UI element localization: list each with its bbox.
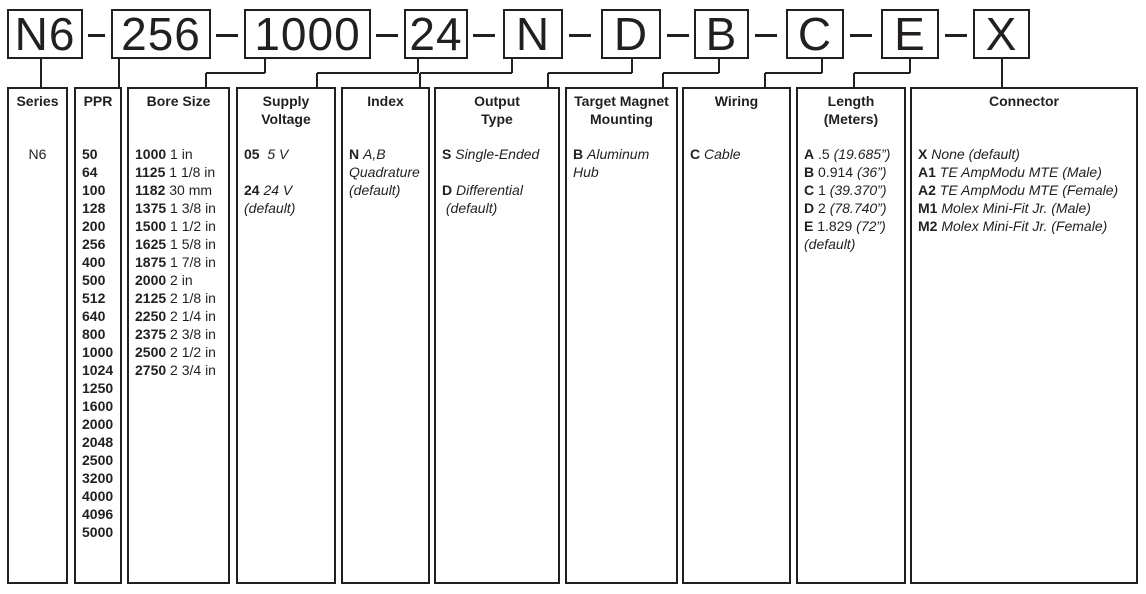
column-target-magnet-mounting (565, 87, 678, 584)
option-code: 24 (244, 182, 260, 198)
option-code: 1182 (135, 182, 166, 198)
column-header (684, 89, 789, 110)
option-code: 100 (82, 182, 106, 198)
option-code: D (804, 200, 815, 216)
connector-wiring (765, 59, 822, 87)
column-options (573, 145, 674, 181)
option-code: 2500 (82, 452, 114, 468)
code-segment-wiring: C (786, 9, 844, 59)
option-item (442, 181, 556, 199)
option-code: 128 (82, 200, 106, 216)
column-bore-size (127, 87, 230, 584)
option-item (918, 181, 1134, 199)
option-text: 1 (814, 182, 826, 198)
header-line: Supply (262, 93, 310, 109)
option-code: 1500 (135, 218, 167, 234)
option-item (82, 163, 118, 181)
option-code: 5000 (82, 524, 114, 540)
option-item (244, 145, 332, 163)
option-text: 24 V (263, 182, 293, 198)
header-line: Target Magnet (574, 93, 669, 109)
column-wiring (682, 87, 791, 584)
option-code: B (804, 164, 815, 180)
option-note: (default) (804, 236, 856, 252)
option-note: (19.685”) (829, 146, 891, 162)
option-code: M2 (918, 218, 938, 234)
header-line: Output (474, 93, 520, 109)
option-code: 2750 (135, 362, 167, 378)
code-segment-connector: X (973, 9, 1030, 59)
option-item (135, 181, 226, 199)
option-item (804, 163, 902, 181)
option-text: 1 in (166, 146, 193, 162)
column-connector (910, 87, 1138, 584)
option-code: 2375 (135, 326, 167, 342)
column-options (82, 145, 118, 541)
option-item (82, 487, 118, 505)
option-note: (39.370”) (825, 182, 887, 198)
code-segment-supply-voltage: 24 (404, 9, 468, 59)
option-code: M1 (918, 200, 938, 216)
option-code: 1024 (82, 362, 114, 378)
option-item (918, 145, 1134, 163)
column-options (918, 145, 1134, 235)
column-header (76, 89, 120, 110)
option-code: 2048 (82, 434, 114, 450)
option-code: 1625 (135, 236, 167, 252)
option-text: 1 7/8 in (166, 254, 216, 270)
option-note: (default) (445, 200, 498, 216)
option-note: (78.740”) (825, 200, 887, 216)
option-code: 1250 (82, 380, 114, 396)
option-code: C (690, 146, 701, 162)
option-code: D (442, 182, 453, 198)
option-code: 50 (82, 146, 98, 162)
option-note: (36”) (853, 164, 887, 180)
option-code: E (804, 218, 814, 234)
column-options (9, 145, 66, 163)
code-segment-length: E (881, 9, 939, 59)
option-text: 1 5/8 in (166, 236, 216, 252)
option-note: Quadrature (349, 164, 420, 180)
option-code: 3200 (82, 470, 114, 486)
option-item (82, 379, 118, 397)
option-code: B (573, 146, 584, 162)
option-code: 1000 (135, 146, 167, 162)
option-item (135, 307, 226, 325)
option-item (244, 181, 332, 199)
option-item (918, 217, 1134, 235)
connector-output-type (548, 59, 632, 87)
option-item (82, 271, 118, 289)
option-text: 1.829 (813, 218, 853, 234)
option-item (82, 361, 118, 379)
option-text: 30 mm (165, 182, 213, 198)
option-code: 512 (82, 290, 106, 306)
option-item (82, 145, 118, 163)
option-code: 256 (82, 236, 106, 252)
column-options (349, 145, 426, 199)
option-item (82, 289, 118, 307)
option-item (804, 145, 902, 163)
option-text: 2 in (166, 272, 193, 288)
option-code: 1000 (82, 344, 114, 360)
option-item (82, 433, 118, 451)
option-item (244, 199, 332, 217)
option-item (82, 235, 118, 253)
connector-target-magnet (663, 59, 719, 87)
option-note: TE AmpModu MTE (Female) (935, 182, 1119, 198)
option-code: 64 (82, 164, 98, 180)
header-line: Wiring (714, 93, 759, 109)
option-item (82, 451, 118, 469)
column-series (7, 87, 68, 584)
option-item (135, 343, 226, 361)
option-text: Aluminum (587, 146, 650, 162)
column-header (912, 89, 1136, 110)
option-item (135, 271, 226, 289)
option-note: Hub (573, 164, 599, 180)
column-header (798, 89, 904, 128)
column-header (343, 89, 428, 110)
code-segment-index: N (503, 9, 563, 59)
option-code: X (918, 146, 928, 162)
header-line: Index (367, 93, 404, 109)
option-item (804, 235, 902, 253)
option-code: 2000 (82, 416, 114, 432)
option-code: 2500 (135, 344, 167, 360)
option-item (135, 253, 226, 271)
connector-bore-size (206, 59, 265, 87)
option-code: N (349, 146, 360, 162)
option-text: 2 (814, 200, 826, 216)
option-code: 1125 (135, 164, 166, 180)
option-item (349, 181, 426, 199)
header-line: (Meters) (823, 111, 879, 127)
option-code: 2125 (135, 290, 167, 306)
header-line: PPR (83, 93, 113, 109)
option-item (82, 217, 118, 235)
option-item (82, 505, 118, 523)
option-text: A,B (363, 146, 386, 162)
option-code: 2000 (135, 272, 167, 288)
code-segment-target-magnet: B (694, 9, 749, 59)
column-options (244, 145, 332, 217)
option-item (442, 145, 556, 163)
option-item (442, 199, 556, 217)
option-text: 1 1/8 in (165, 164, 216, 180)
option-item (135, 361, 226, 379)
option-text: 2 3/4 in (166, 362, 216, 378)
option-item (135, 145, 226, 163)
header-line: Connector (989, 93, 1059, 109)
option-text: .5 (814, 146, 830, 162)
option-note: None (default) (927, 146, 1020, 162)
option-code: 4096 (82, 506, 114, 522)
option-code: A1 (918, 164, 936, 180)
option-text: 2 3/8 in (166, 326, 216, 342)
option-item (135, 289, 226, 307)
option-code: C (804, 182, 815, 198)
option-item (82, 199, 118, 217)
option-item (804, 217, 902, 235)
option-note: Molex Mini-Fit Jr. (Female) (937, 218, 1108, 234)
column-header (9, 89, 66, 110)
header-line: Series (16, 93, 59, 109)
option-text: 0.914 (814, 164, 854, 180)
option-item (804, 199, 902, 217)
column-header (238, 89, 334, 128)
option-text: 2 1/4 in (166, 308, 216, 324)
option-item (82, 181, 118, 199)
option-item (82, 307, 118, 325)
option-text: 5 V (267, 146, 289, 162)
option-code: 1375 (135, 200, 167, 216)
column-index (341, 87, 430, 584)
option-text: Single-Ended (455, 146, 540, 162)
option-item (349, 145, 426, 163)
column-header (567, 89, 676, 128)
option-note: (default) (349, 182, 401, 198)
option-code: A (804, 146, 815, 162)
option-text: N6 (28, 146, 47, 162)
option-item (82, 523, 118, 541)
code-segment-bore-size: 1000 (244, 9, 371, 59)
option-item (573, 163, 674, 181)
column-header (129, 89, 228, 110)
option-item (82, 415, 118, 433)
option-item (135, 325, 226, 343)
option-code: A2 (918, 182, 936, 198)
option-item (349, 163, 426, 181)
header-line: Voltage (261, 111, 311, 127)
header-line: Mounting (590, 111, 653, 127)
option-code: 200 (82, 218, 106, 234)
option-text: 1 1/2 in (166, 218, 216, 234)
column-options (690, 145, 787, 163)
code-segment-ppr: 256 (111, 9, 211, 59)
option-item (82, 397, 118, 415)
column-options (804, 145, 902, 253)
option-item (135, 217, 226, 235)
column-length (796, 87, 906, 584)
option-text: 2 1/8 in (166, 290, 216, 306)
option-code: S (442, 146, 452, 162)
connector-supply-voltage (317, 59, 418, 87)
option-item (82, 343, 118, 361)
header-line: Type (481, 111, 513, 127)
column-output-type (434, 87, 560, 584)
option-code: 640 (82, 308, 106, 324)
option-code: 500 (82, 272, 106, 288)
option-item (82, 325, 118, 343)
option-text: 2 1/2 in (166, 344, 216, 360)
option-text: 1 3/8 in (166, 200, 216, 216)
option-code: 1875 (135, 254, 167, 270)
header-line: Bore Size (146, 93, 211, 109)
connector-index (420, 59, 512, 87)
header-line: Length (827, 93, 875, 109)
column-options (442, 145, 556, 217)
option-note: Molex Mini-Fit Jr. (Male) (937, 200, 1091, 216)
option-code: 2250 (135, 308, 167, 324)
option-item (135, 163, 226, 181)
column-options (135, 145, 226, 379)
code-segment-output-type: D (601, 9, 661, 59)
option-code: 4000 (82, 488, 114, 504)
option-note: (72”) (852, 218, 886, 234)
option-item (804, 181, 902, 199)
option-item (135, 199, 226, 217)
option-item (918, 199, 1134, 217)
column-ppr (74, 87, 122, 584)
option-item (573, 145, 674, 163)
option-item (135, 235, 226, 253)
option-item (82, 469, 118, 487)
option-item (9, 145, 66, 163)
connector-length (854, 59, 910, 87)
option-item (690, 145, 787, 163)
column-supply-voltage (236, 87, 336, 584)
code-segment-series: N6 (7, 9, 83, 59)
option-text: Cable (704, 146, 741, 162)
option-item (82, 253, 118, 271)
option-note: TE AmpModu MTE (Male) (935, 164, 1102, 180)
option-code: 800 (82, 326, 106, 342)
option-text: Differential (456, 182, 523, 198)
option-item (918, 163, 1134, 181)
option-note: (default) (244, 200, 296, 216)
column-header (436, 89, 558, 128)
option-code: 400 (82, 254, 106, 270)
option-code: 05 (244, 146, 260, 162)
option-code: 1600 (82, 398, 114, 414)
